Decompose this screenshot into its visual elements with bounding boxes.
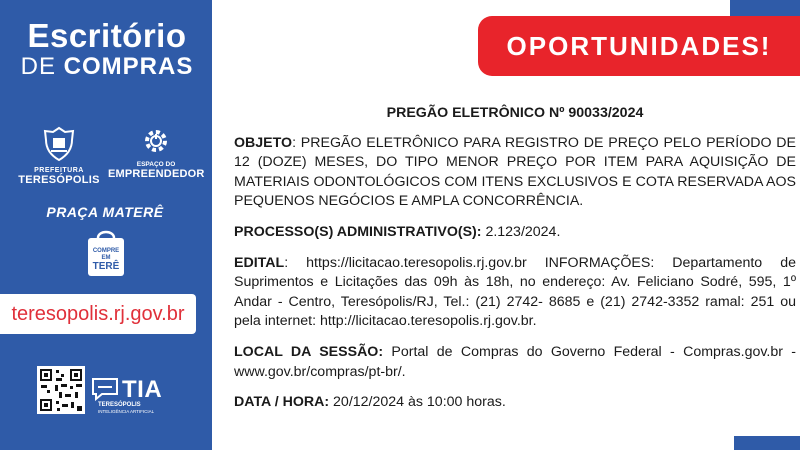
bag-label-2: EM [101,255,111,261]
brand-prefix: DE [20,53,56,80]
edital-label: EDITAL [234,254,285,271]
prefeitura-logo [16,126,102,186]
praca-matere-logo: PRAÇA MATERÊ [46,204,164,220]
qr-code-icon[interactable] [37,366,85,414]
empreendedor-small: ESPAÇO DO [136,161,176,168]
processo-text: 2.123/2024. [481,223,561,240]
data-text: 20/12/2024 às 10:00 horas. [329,394,506,411]
website-box[interactable] [0,294,196,334]
processo-paragraph [234,223,796,243]
tia-city: TERESÓPOLIS [98,402,141,408]
brand-word: COMPRAS [63,53,194,80]
data-label: DATA / HORA: [234,394,330,411]
bag-label-1: COMPRE [92,248,120,254]
empreendedor-logo [108,126,204,180]
website-link[interactable]: teresopolis.rj.gov.br [11,302,185,325]
edital-text: : https://licitacao.teresopolis.rj.gov.br INFORMAÇÕES: Departamento de Suprimentos e Licitações das 09h às 18h, no endereço: Av. Feliciano Sodré, 595, 1º Andar - Centro, Teresópolis/RJ, Tel.: (21) 2742- 8685 e (21) 2742-3352 ramal: 251 ou pela internet: http://licitacao.teresopolis.rj.gov.br. [234,254,796,330]
objeto-text: : PREGÃO ELETRÔNICO PARA REGISTRO DE PREÇO PELO PERÍODO DE 12 (DOZE) MESES, DO TIPO MENOR PREÇO POR ITEM PARA AQUISIÇÃO DE MATERIAIS ODONTOLÓGICOS COM ITENS EXCLUSIVOS E COTA RESERVADA AOS PEQUENOS NEGÓCIOS E AMPLA CONCORRÊNCIA. [234,134,796,210]
banner-text: OPORTUNIDADES! [506,30,772,61]
local-label: LOCAL DA SESSÃO: [234,343,384,360]
data-paragraph [234,393,796,413]
coat-of-arms-icon [39,126,79,162]
objeto-paragraph [234,134,796,212]
brand-title: Escritório [27,17,187,54]
bag-label-3: TERÊ [92,261,120,272]
brand-subtitle [12,54,202,80]
tia-subtitle: INTELIGÊNCIA ARTIFICIAL [98,409,155,414]
brand-logo [12,18,202,80]
top-right-accent [730,0,800,16]
opportunities-banner [478,16,800,76]
chat-bubble-icon [90,376,120,402]
local-text: Portal de Compras do Governo Federal - Compras.gov.br - www.gov.br/compras/pt-br/. [234,343,796,380]
notice-title: PREGÃO ELETRÔNICO Nº 90033/2024 [386,105,644,121]
notice-content [234,104,796,424]
gear-icon [141,126,171,156]
bottom-right-accent [734,436,800,450]
objeto-label: OBJETO [234,134,293,151]
local-paragraph [234,343,796,382]
left-panel [0,0,212,450]
processo-label: PROCESSO(S) ADMINISTRATIVO(S): [234,223,482,240]
prefeitura-big: TERESÓPOLIS [18,174,100,186]
shopping-bag-icon [80,226,132,278]
tia-wordmark: TIA [122,376,163,403]
edital-paragraph [234,254,796,332]
empreendedor-big: EMPREENDEDOR [108,168,205,180]
prefeitura-small: PREFEITURA [34,167,84,174]
